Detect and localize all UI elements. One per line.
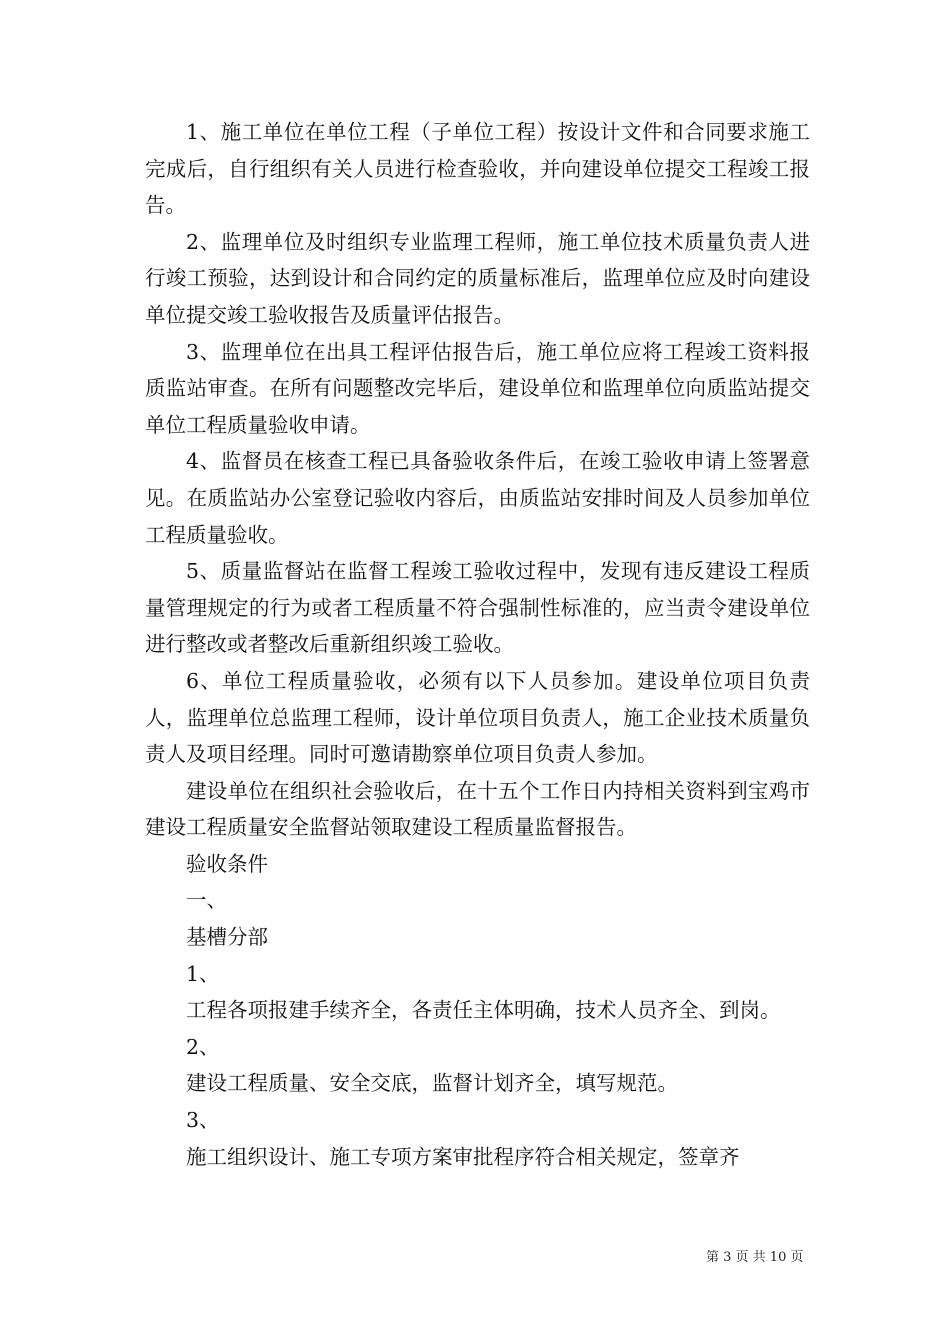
section-heading-foundation: 基槽分部: [186, 925, 268, 950]
item-text-1: 工程各项报建手续齐全，各责任主体明确，技术人员齐全、到岗。: [186, 998, 781, 1023]
section-heading-acceptance-conditions: 验收条件: [186, 851, 268, 876]
item-text-3: 施工组织设计、施工专项方案审批程序符合相关规定，签章齐: [186, 1144, 740, 1169]
paragraph-4: 4、监督员在核查工程已具备验收条件后，在竣工验收申请上签署意见。在质监站办公室登记验收内容后，由质监站安排时间及人员参加单位工程质量验收。: [145, 449, 810, 547]
paragraph-6: 6、单位工程质量验收，必须有以下人员参加。建设单位项目负责人，监理单位总监理工程师，设计单位项目负责人，施工企业技术质量负责人及项目经理。同时可邀请勘察单位项目负责人参加。: [145, 668, 810, 767]
paragraph-3: 3、监理单位在出具工程评估报告后，施工单位应将工程竣工资料报质监站审查。在所有问题整改完毕后，建设单位和监理单位向质监站提交单位工程质量验收申请。: [145, 339, 810, 437]
paragraph-1: 1、施工单位在单位工程（子单位工程）按设计文件和合同要求施工完成后，自行组织有关人员进行检查验收，并向建设单位提交工程竣工报告。: [145, 120, 810, 218]
page-number-footer: 第 3 页 共 10 页: [706, 1250, 804, 1265]
paragraph-5: 5、质量监督站在监督工程竣工验收过程中，发现有违反建设工程质量管理规定的行为或者工程质量不符合强制性标准的，应当责令建设单位进行整改或者整改后重新组织竣工验收。: [145, 559, 810, 657]
item-number-2: 2、: [186, 1034, 220, 1059]
document-body: [145, 114, 810, 1175]
paragraph-7: 建设单位在组织社会验收后，在十五个工作日内持相关资料到宝鸡市建设工程质量安全监督站领取建设工程质量监督报告。: [145, 778, 810, 840]
section-number-one: 一、: [186, 888, 227, 913]
item-number-1: 1、: [186, 961, 220, 986]
item-text-2: 建设工程质量、安全交底，监督计划齐全，填写规范。: [186, 1071, 678, 1096]
item-number-3: 3、: [186, 1108, 220, 1133]
paragraph-2: 2、监理单位及时组织专业监理工程师，施工单位技术质量负责人进行竣工预验，达到设计和合同约定的质量标准后，监理单位应及时向建设单位提交竣工验收报告及质量评估报告。: [145, 229, 810, 327]
